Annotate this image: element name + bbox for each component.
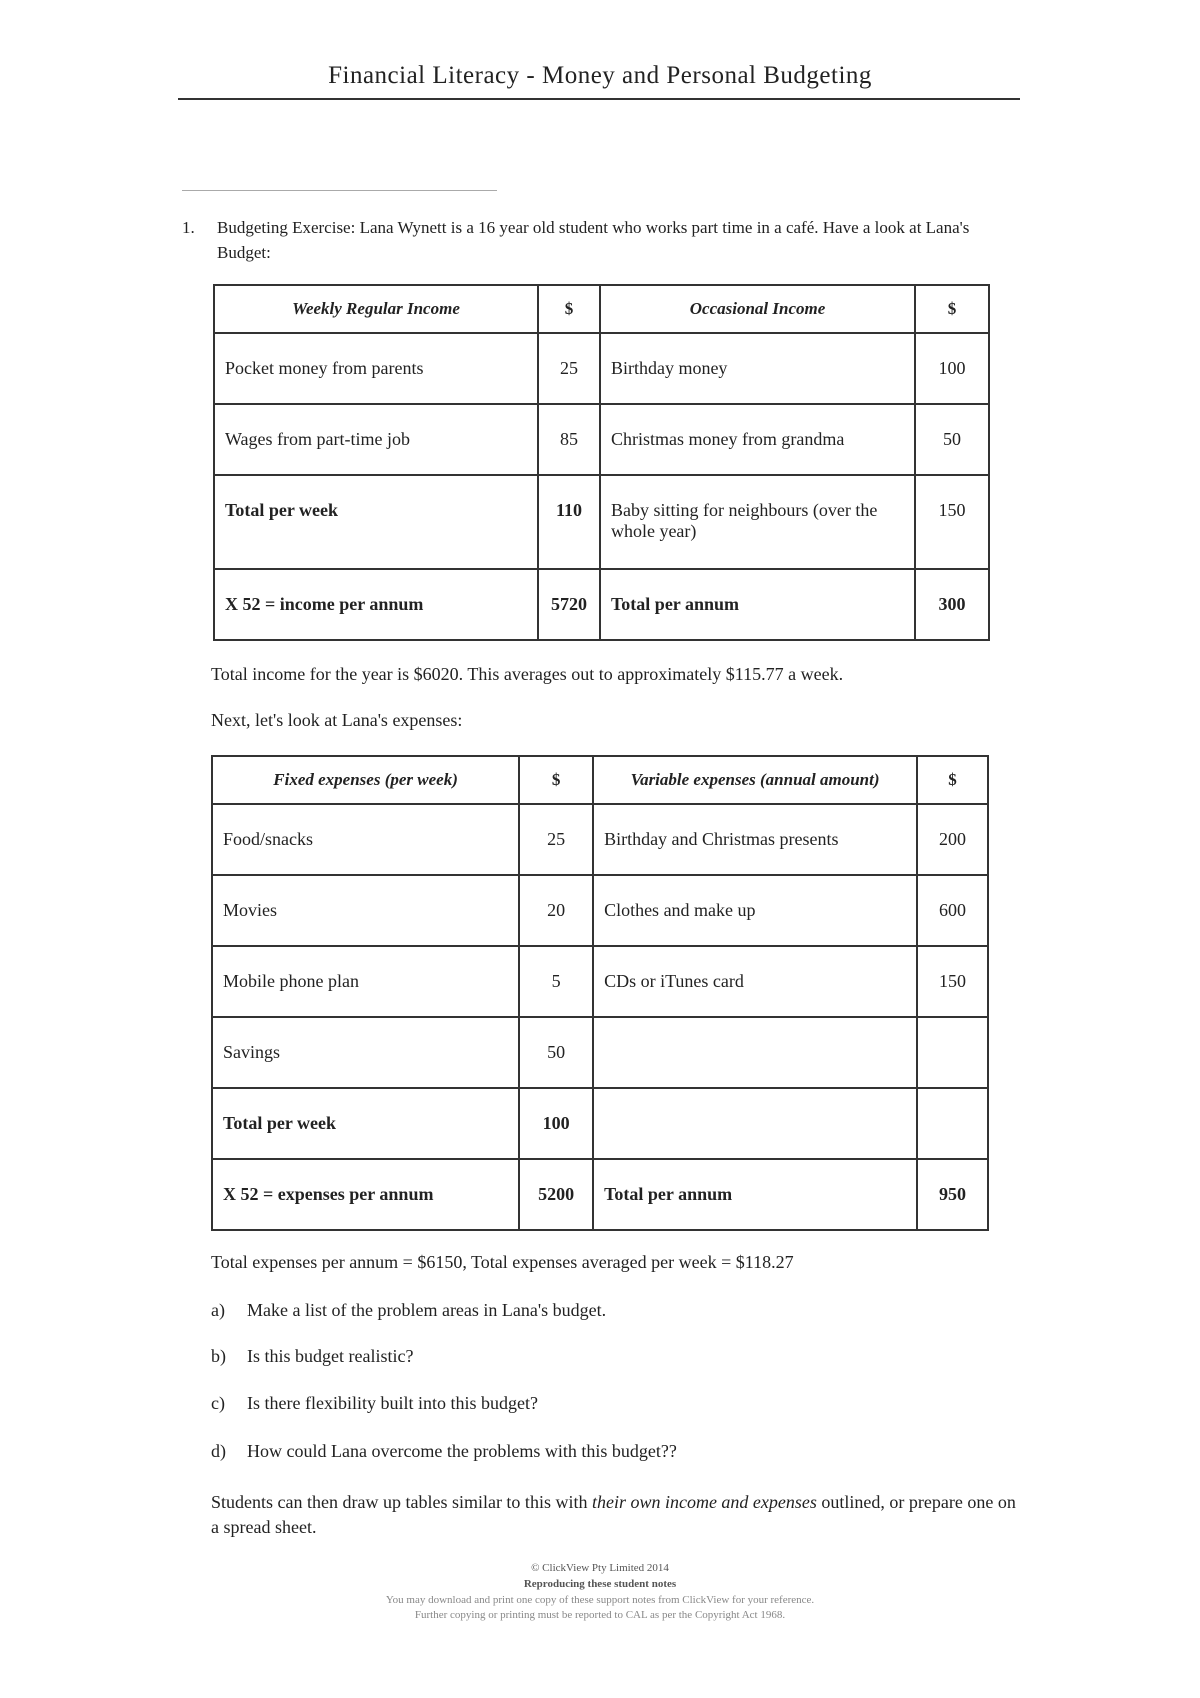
title-rule [178, 98, 1020, 100]
question-1-text: Budgeting Exercise: Lana Wynett is a 16 year old student who works part time in a café. Have a look at Lana's Budget: [217, 218, 970, 262]
table-row [212, 1088, 988, 1159]
income-header-row [214, 285, 989, 333]
table-row [214, 569, 989, 640]
table-cell: 25 [519, 804, 593, 875]
question-text: Make a list of the problem areas in Lana's budget. [247, 1300, 607, 1320]
table-cell: 100 [519, 1088, 593, 1159]
page-title: Financial Literacy - Money and Personal Budgeting [328, 62, 872, 89]
table-cell: 5 [519, 946, 593, 1017]
table-cell: 25 [538, 333, 600, 404]
table-cell: Birthday and Christmas presents [593, 804, 917, 875]
faint-divider [182, 190, 497, 191]
table-cell: 200 [917, 804, 988, 875]
table-cell: Baby sitting for neighbours (over the whole year) [600, 475, 915, 569]
question-text: Is this budget realistic? [247, 1346, 414, 1366]
table-cell: Total per week [214, 475, 538, 569]
question-1-number: 1. [182, 218, 195, 237]
table-row [214, 475, 989, 569]
table-cell: 50 [519, 1017, 593, 1088]
closing-italic: their own income and expenses [591, 1492, 817, 1512]
table-cell: Total per week [212, 1088, 519, 1159]
question-label: c) [211, 1393, 225, 1413]
table-cell: Movies [212, 875, 519, 946]
table-cell: 150 [917, 946, 988, 1017]
income-col-header: $ [915, 285, 989, 333]
question-b [211, 1346, 413, 1367]
expense-summary: Total expenses per annum = $6150, Total expenses averaged per week = $118.27 [211, 1252, 794, 1272]
footer-copyright: © ClickView Pty Limited 2014 [531, 1562, 669, 1574]
closing-text: Students can then draw up tables similar to this with [211, 1492, 592, 1512]
table-cell: 300 [915, 569, 989, 640]
question-c [211, 1393, 538, 1414]
table-cell: CDs or iTunes card [593, 946, 917, 1017]
table-cell: Christmas money from grandma [600, 404, 915, 475]
income-col-header: Weekly Regular Income [214, 285, 538, 333]
expense-header-row [212, 756, 988, 804]
expenses-intro: Next, let's look at Lana's expenses: [211, 710, 463, 730]
table-cell: 50 [915, 404, 989, 475]
expense-col-header: $ [519, 756, 593, 804]
question-a [211, 1300, 606, 1321]
question-label: a) [211, 1300, 225, 1320]
income-table [213, 284, 990, 641]
table-row [212, 804, 988, 875]
table-cell: 600 [917, 875, 988, 946]
footer-notice: Further copying or printing must be reported to CAL as per the Copyright Act 1968. [414, 1609, 786, 1621]
table-cell: 110 [538, 475, 600, 569]
expense-col-header: $ [917, 756, 988, 804]
table-row [212, 1159, 988, 1230]
table-cell: 150 [915, 475, 989, 569]
table-cell: Wages from part-time job [214, 404, 538, 475]
expense-table [211, 755, 989, 1231]
table-row [212, 1017, 988, 1088]
income-summary: Total income for the year is $6020. This averages out to approximately $115.77 a week. [211, 664, 844, 684]
table-cell: 85 [538, 404, 600, 475]
table-cell [593, 1088, 917, 1159]
question-d [211, 1441, 677, 1462]
expense-col-header: Variable expenses (annual amount) [593, 756, 917, 804]
table-cell: Clothes and make up [593, 875, 917, 946]
question-label: b) [211, 1346, 226, 1366]
table-row [214, 333, 989, 404]
question-1 [182, 215, 1022, 265]
table-cell: Birthday money [600, 333, 915, 404]
table-cell: Total per annum [600, 569, 915, 640]
footer-notice: You may download and print one copy of these support notes from ClickView for your reference. [385, 1594, 815, 1606]
table-cell [917, 1088, 988, 1159]
table-cell: Savings [212, 1017, 519, 1088]
closing-text: outlined, or prepare one on a spread sheet. [211, 1492, 1016, 1537]
table-cell: 100 [915, 333, 989, 404]
question-text: How could Lana overcome the problems with this budget?? [247, 1441, 677, 1461]
table-cell: 5720 [538, 569, 600, 640]
table-row [212, 875, 988, 946]
table-cell: X 52 = expenses per annum [212, 1159, 519, 1230]
table-cell [917, 1017, 988, 1088]
table-row [214, 404, 989, 475]
income-col-header: Occasional Income [600, 285, 915, 333]
closing-paragraph [211, 1490, 1026, 1540]
table-cell: X 52 = income per annum [214, 569, 538, 640]
table-cell: Mobile phone plan [212, 946, 519, 1017]
footer-heading: Reproducing these student notes [523, 1578, 677, 1590]
question-text: Is there flexibility built into this budget? [247, 1393, 538, 1413]
table-cell: 20 [519, 875, 593, 946]
table-cell: 5200 [519, 1159, 593, 1230]
table-row [212, 946, 988, 1017]
table-cell: Total per annum [593, 1159, 917, 1230]
table-cell: Pocket money from parents [214, 333, 538, 404]
table-cell [593, 1017, 917, 1088]
expense-col-header: Fixed expenses (per week) [212, 756, 519, 804]
table-cell: Food/snacks [212, 804, 519, 875]
table-cell: 950 [917, 1159, 988, 1230]
question-label: d) [211, 1441, 226, 1461]
income-col-header: $ [538, 285, 600, 333]
